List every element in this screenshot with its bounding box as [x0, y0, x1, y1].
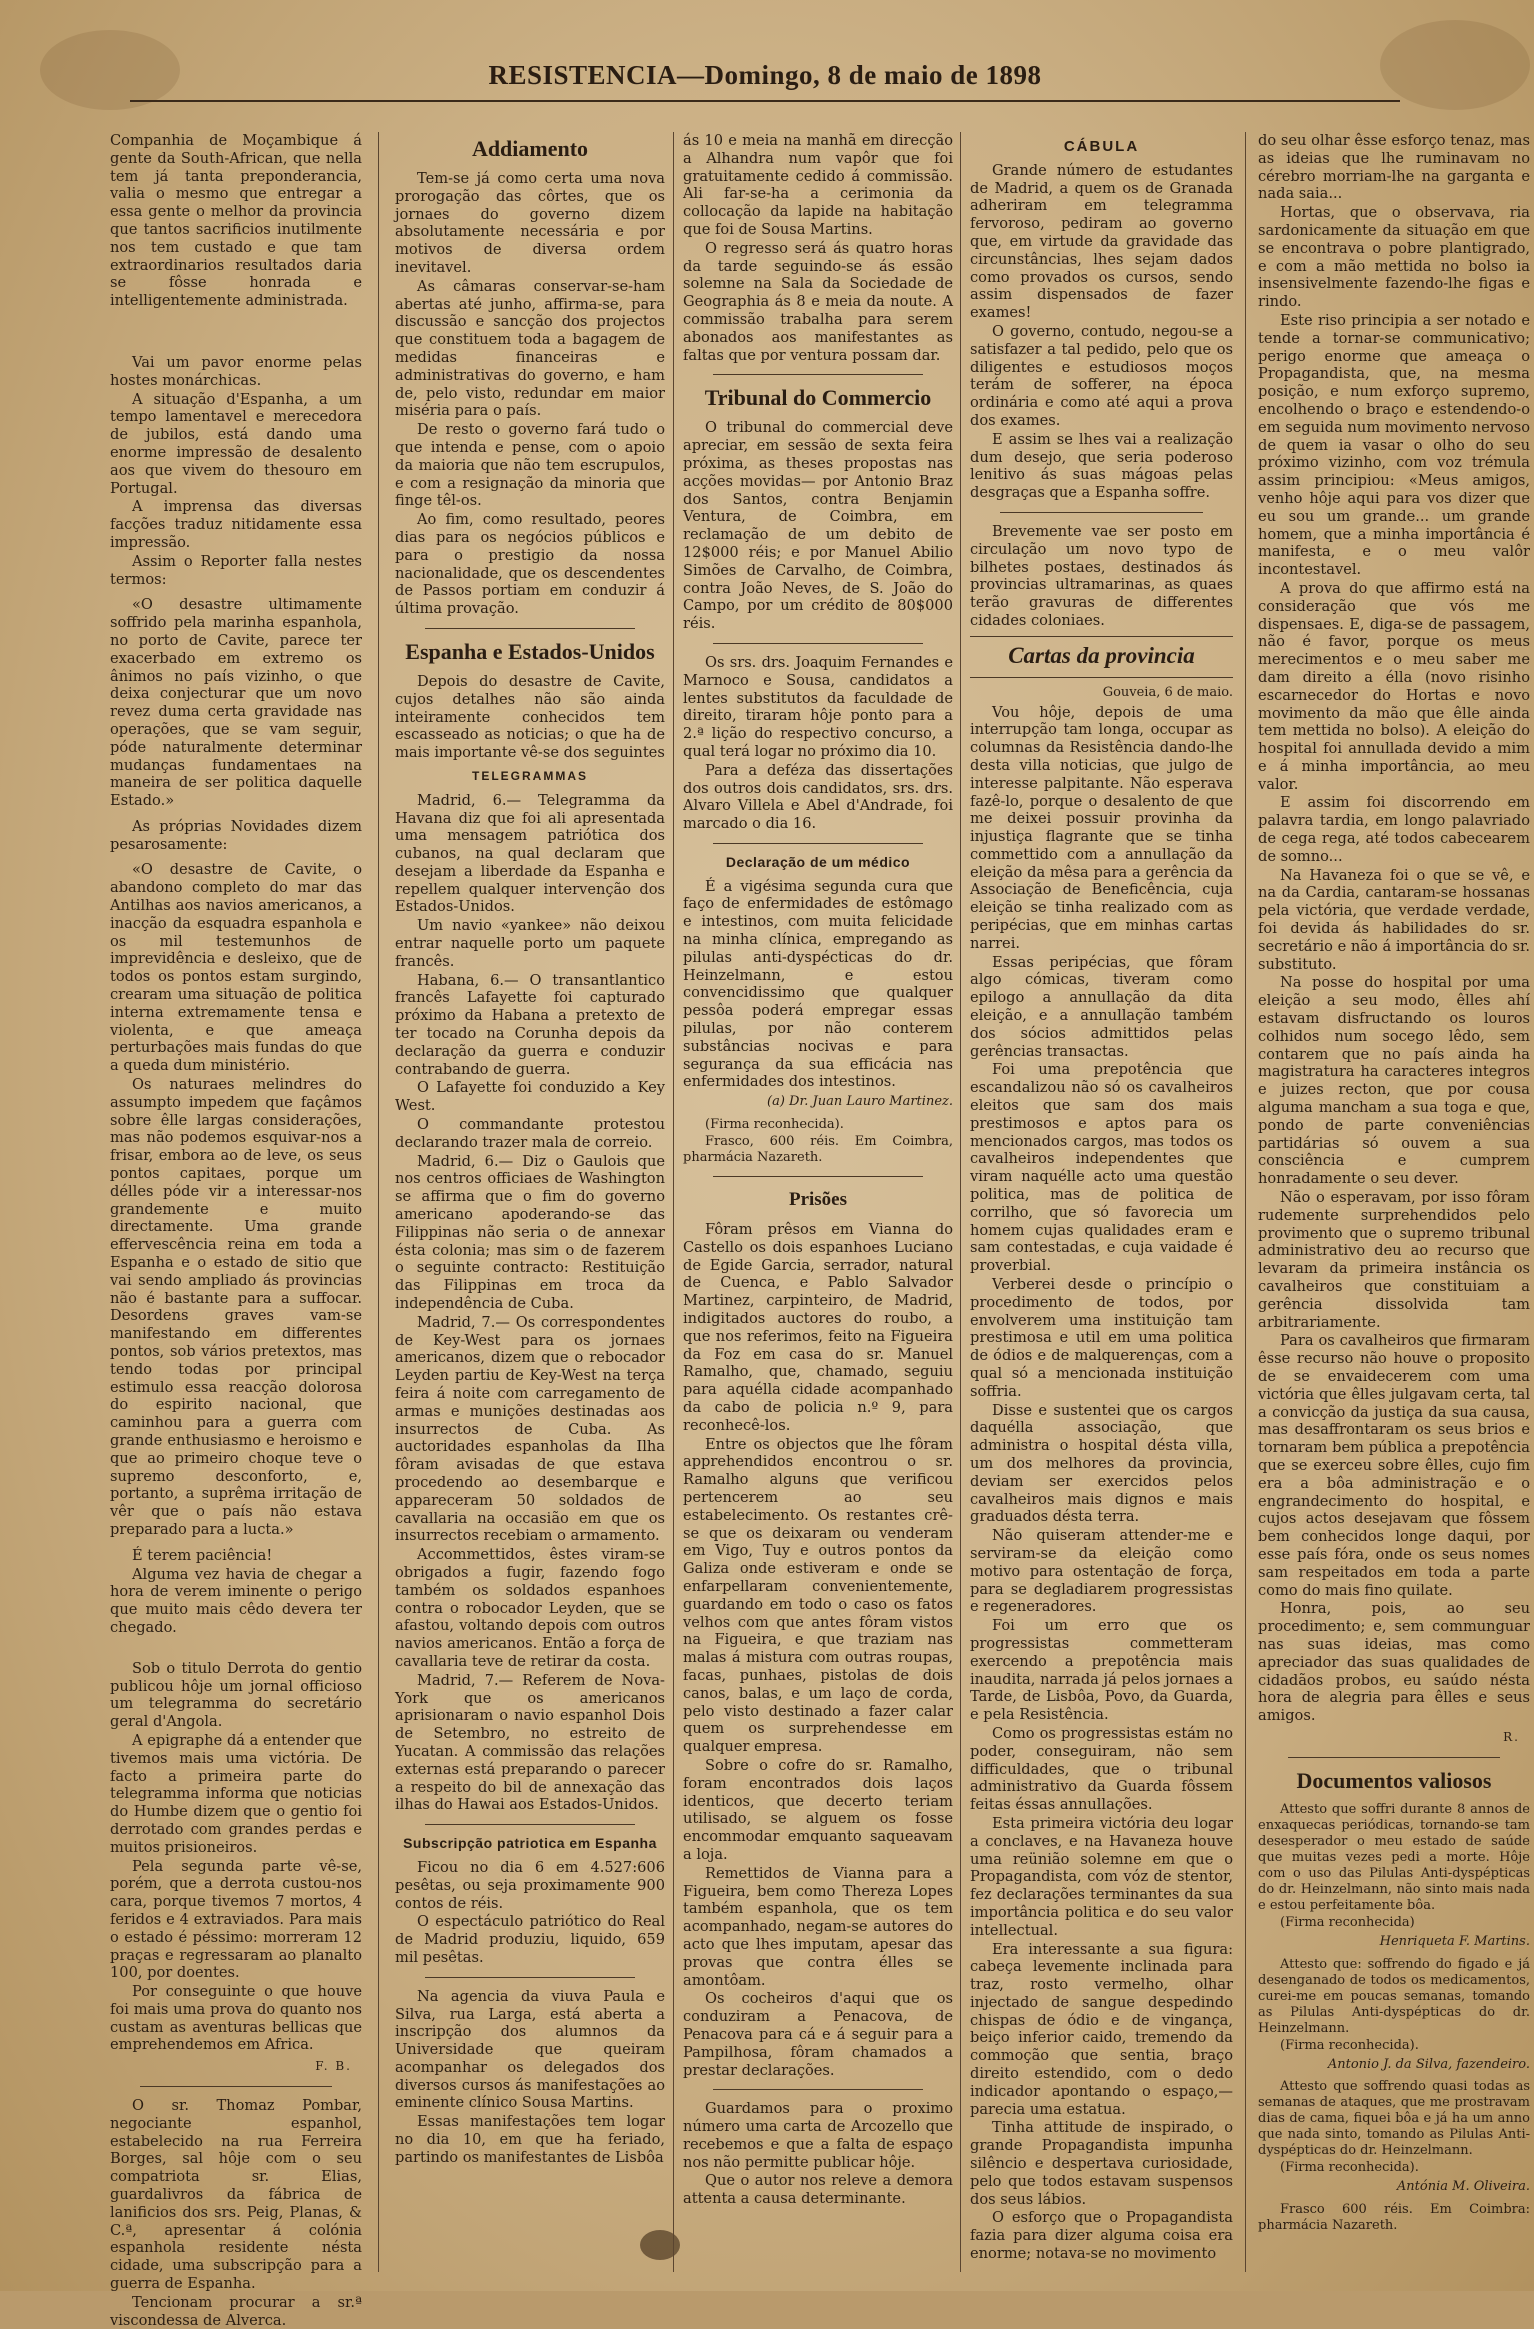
article-paragraph: Fôram prêsos em Vianna do Castello os dois espanhoes Luciano de Egide Garcia, serrador, natural de Cuenca, e Pablo Salvador Martinez, carpinteiro, de Madrid, indigitados auctores do roubo, a que nos referimos, feito na Figueira da Foz em casa do sr. Manuel Ramalho, que, chamado, seguiu para aquélla cidade acompanhado da cabo de policia n.º 9, para reconhecê-los. — [683, 1221, 953, 1434]
article-paragraph: A epigraphe dá a entender que tivemos mais uma victória. De facto a primeira parte do telegramma informa que noticias do Humbe dizem que o gentio foi derrotado com grandes perdas e muitos prisioneiros. — [110, 1731, 362, 1856]
section-divider — [1000, 512, 1203, 513]
price-note: Frasco 600 réis. Em Coimbra: pharmácia Nazareth. — [1258, 2202, 1530, 2234]
headline-subscripcao: Subscripção patriotica em Espanha — [403, 1835, 657, 1852]
article-paragraph: A prova do que affirmo está na consideração que vós me dispensaes. E, diga-se de passagem, não é favor, porque os meus merecimentos e o meu saber me dam direito a élla (novo risinho escarnecedor do Hortas e novo movimento da mão que êlle ainda tem mettida no bolso). A eleição do hospital foi annullada devido a mim e á minha importância, ao meu valor. — [1258, 579, 1530, 793]
article-paragraph: Para a deféza das dissertações dos outros dois candidatos, srs. drs. Alvaro Villela e Abel d'Andrade, foi marcado o dia 16. — [683, 761, 953, 833]
telegram-paragraph: O commandante protestou declarando trazer mala de correio. — [395, 1116, 665, 1151]
article-paragraph: Tem-se já como certa uma nova prorogação das côrtes, que os jornaes do governo dizem absolutamente necessária e por motivos de diversa ordem inevitavel. — [395, 170, 665, 276]
article-paragraph: Ficou no dia 6 em 4.527:606 pesêtas, ou seja proximamente 900 contos de réis. — [395, 1858, 665, 1912]
article-paragraph: Que o autor nos releve a demora attenta a causa determinante. — [683, 2172, 953, 2208]
article-paragraph: É a vigésima segunda cura que faço de enfermidades de estômago e intestinos, com muita felicidade na minha clínica, empregando as pilulas anti-dyspécticas do dr. Heinzelmann, e estou convencidissimo que qualquer pessôa poderá empregar essas pilulas, por não conterem substâncias nocivas e para segurança da sua efficácia nas enfermidades dos intestinos. — [683, 877, 953, 1091]
author-signature: R. — [1503, 1729, 1520, 1744]
article-paragraph: Ao fim, como resultado, peores dias para os negócios públicos e para o prestigio da nossa nacionalidade, que os descendentes de Passos portiam em conduzir á última provação. — [395, 511, 665, 618]
section-divider — [713, 2089, 923, 2090]
article-paragraph: Na posse do hospital por uma eleição a seu modo, êlles ahí estavam disfructando os louros colhidos num socego lêdo, sem contarem que no país ainda ha magistratura ha caracteres integros e juizes recton, que por cousa alguma mancham a sua toga e que, pondo de parte conveniências partidárias só ouvem a sua consciência e cumprem honradamente o seu dever. — [1258, 974, 1530, 1188]
article-paragraph: De resto o governo fará tudo o que intenda e pense, com o apoio da maioria que não tem escrupulos, e com a resignação da minoria que finge têl-os. — [395, 421, 665, 510]
section-gap — [110, 1638, 362, 1660]
firm-note: (Firma reconhecida). — [1280, 2037, 1419, 2053]
quoted-paragraph: «O desastre de Cavite, o abandono completo do mar das Antilhas aos navios americanos, a inacção da esquadra espanhola e os mil testemunhos de imprevidência e desleixo, que de todos os pontos estam surgindo, crearam uma situação de politica interna extremamente tensa e violenta, e que ameaça perturbações mais fundas do que a queda dum ministério. — [110, 861, 362, 1075]
section-divider — [970, 636, 1233, 637]
section-divider — [713, 374, 923, 375]
article-paragraph: Vai um pavor enorme pelas hostes monárchicas. — [110, 353, 362, 389]
article-paragraph: Os cocheiros d'aqui que os conduziram a Penacova, de Penacova para cá e á seguir para a Pampilhosa, fôram chamados a prestar declarações. — [683, 1990, 953, 2079]
column-4 — [970, 132, 1233, 2272]
section-divider — [110, 318, 362, 346]
headline-cartas: Cartas da provincia — [1008, 642, 1195, 668]
headline-tribunal: Tribunal do Commercio — [704, 385, 932, 411]
header-rule — [130, 100, 1400, 102]
masthead — [130, 60, 1400, 91]
article-paragraph: Verberei desde o princípio o procedimento de todos, por envolverem uma instituição tam prestimosa e util em uma politica de ódios e de malquerenças, com a qual só a mencionada instituição soffria. — [970, 1276, 1233, 1400]
article-paragraph: A situação d'Espanha, a um tempo lamentavel e merecedora de jubilos, está dando uma enorme impressão de desalento aos que vivem do thesouro em Portugal. — [110, 390, 362, 497]
article-paragraph: Sobre o cofre do sr. Ramalho, foram encontrados dois laços identicos, que decerto teriam utilisado, se alguem os fosse encommodar emquanto saqueavam a loja. — [683, 1756, 953, 1863]
article-paragraph: Tinha attitude de inspirado, o grande Propagandista impunha silêncio e despertava curiosidade, pelo que todos estavam suspensos dos seus lábios. — [970, 2119, 1233, 2208]
author-signature: F. B. — [315, 2059, 352, 2074]
testimonial-text: Attesto que soffrendo quasi todas as semanas de ataques, que me prostravam dias de cama, fiquei bôa e já ha um anno que nada sinto, tomando as Pilulas Anti-dyspépticas do dr. Heinzelmann. — [1258, 2079, 1530, 2159]
testimonial-signature: Henriqueta F. Martins. — [1379, 1933, 1530, 1949]
article-paragraph: Pela segunda parte vê-se, porém, que a derrota custou-nos cara, porque tivemos 7 mortos, 4 feridos e 4 extraviados. Para mais o estado é péssimo: morreram 12 praças e regressaram ao planalto 100, por doentes. — [110, 1857, 362, 1982]
article-paragraph: Assim o Reporter falla nestes termos: — [110, 552, 362, 588]
column-divider — [673, 132, 674, 2272]
article-paragraph: Por conseguinte o que houve foi mais uma prova do quanto nos custam as aventuras bellicas que emprehendemos em Africa. — [110, 1983, 362, 2054]
section-divider — [1288, 1757, 1500, 1758]
doctor-signature: (a) Dr. Juan Lauro Martinez. — [767, 1094, 953, 1110]
section-divider — [425, 1824, 635, 1825]
article-paragraph: Para os cavalheiros que firmaram êsse recurso não houve o proposito de se envaidecerem com uma victória que êlles julgavam certa, tal a convicção da justiça da sua causa, mas desaffrontaram os seus brios e tornaram bem pública a prepotência que se exerceu sobre êlles, cujo fim era a bôa administração e o engrandecimento do hospital, e cujos actos desejavam que fôssem bem conhecidos longe daqui, por esse país fóra, onde os seus nomes sam respeitados em toda a parte como do mais fino quilate. — [1258, 1332, 1530, 1599]
telegram-paragraph: Habana, 6.— O transantlantico francês Lafayette foi capturado próximo da Habana a pretexto de ter tocado na Corunha depois da declaração da guerra e conduzir contrabando de guerra. — [395, 971, 665, 1078]
article-paragraph: O tribunal do commercial deve apreciar, em sessão de sexta feira próxima, as theses propostas nas acções movidas— por Antonio Braz dos Santos, contra Benjamin Ventura, de Coimbra, em reclamação de um debito de 12$000 réis; e por Manuel Abilio Simões de Carvalho, de Coimbra, contra João Neves, de S. João do Campo, por um crédito de 80$000 réis. — [683, 419, 953, 633]
article-paragraph: E assim foi discorrendo em palavra tardia, em longo palavriado de cega rega, até todos cabecearem de somno... — [1258, 794, 1530, 865]
testimonial-text: Attesto que soffri durante 8 annos de enxaquecas periódicas, tornando-se tam desesperador o meu estado de saúde que muitas vezes pedi a morte. Hôje com o uso das Pilulas Anti-dyspépticas do dr. Heinzelmann, não sinto mais nada e estou perfeitamente bôa. — [1258, 1801, 1530, 1913]
headline-cabula: CÁBULA — [1063, 138, 1140, 155]
column-2 — [395, 132, 665, 2272]
article-paragraph: Foi uma prepotência que escandalizou não só os cavalheiros eleitos que sam dos mais prestimosos e aptos para os mencionados cargos, mas todos os cavalheiros independentes que viram naquélle acto uma questão politica, mas de politica de corrilho, que só favorecia um homem cujas qualidades eram e sam contestadas, e cuja vaidade é proverbial. — [970, 1061, 1233, 1275]
article-paragraph: Esta primeira victória deu logar a conclaves, e na Havaneza houve uma reünião solemne em que o Propagandista, com vóz de stentor, fez declarações terminantes da sua importância politica e do seu valor intellectual. — [970, 1814, 1233, 1939]
article-paragraph: Na Havaneza foi o que se vê, e na da Cardia, cantaram-se hossanas pela victória, que verdade verdade, foi devida ás habilidades do sr. secretário e não á importância do sr. substituto. — [1258, 866, 1530, 973]
telegram-paragraph: Madrid, 6.— Telegramma da Havana diz que foi ali apresentada uma mensagem patriótica dos cubanos, na qual declaram que desejam a liberdade da Espanha e repellem qualquer intervenção dos Estados-Unidos. — [395, 791, 665, 916]
firm-note: (Firma reconhecida). — [1280, 2160, 1419, 2176]
column-divider — [378, 132, 379, 2272]
article-paragraph: Honra, pois, ao seu procedimento; e, sem communguar nas suas ideias, mas como apreciador das suas qualidades de cidadãos probos, eu saúdo nésta hora de alegria para êlles e seus amigos. — [1258, 1600, 1530, 1725]
article-paragraph: O espectáculo patriótico do Real de Madrid produziu, liquido, 659 mil pesêtas. — [395, 1913, 665, 1966]
article-paragraph: Na agencia da viuva Paula e Silva, rua Larga, está aberta a inscripção dos alumnos da Universidade que queiram acompanhar os delegados dos diversos cursos ás manifestações ao eminente clínico Sousa Martins. — [395, 1987, 665, 2112]
quoted-paragraph: Os naturaes melindres do assumpto impedem que façâmos sobre êlle largas considerações, mas não podemos esquivar-nos a frisar, embora ao de leve, os seus pontos capitaes, porque um délles póde vir a interessar-nos grandemente e muito directamente. Uma grande effervescência reina em toda a Espanha e o estado de sitio que vai sendo ampliado ás provincias não é bastante para a suffocar. Desordens graves vam-se manifestando em differentes pontos, sob vários pretextos, mas tendo todas por principal estimulo essa reacção dolorosa do espirito nacional, que caminhou para a guerra com grande enthusiasmo e heroismo e que ao primeiro choque teve o supremo desconforto, e, portanto, a suprêma irritação de vêr que o país não estava preparado para a lucta.» — [110, 1076, 362, 1538]
article-paragraph: Vou hôje, depois de uma interrupção tam longa, occupar as columnas da Resistência dando-lhe desta villa noticias, que julgo de interesse palpitante. Não esperava fazê-lo, porque o desalento de que me deixei possuir provinha da injustiça flagrante que se tinha commettido com a annullação da eleição da mêsa para a gerência da Associação de Beneficência, cuja eleição se tinha realizado com as peripécias, que em minhas cartas narrei. — [970, 703, 1233, 952]
telegram-paragraph: O Lafayette foi conduzido a Key West. — [395, 1079, 665, 1115]
article-paragraph: Tencionam procurar a sr.ª viscondessa de Alverca. — [110, 2293, 362, 2329]
subheading-telegrammas: TELEGRAMMAS — [472, 768, 588, 783]
article-paragraph: E assim se lhes vai a realização dum desejo, que seria poderoso lenitivo ás suas mágoas pelas desgraças que a Espanha soffre. — [970, 430, 1233, 502]
section-divider — [140, 2086, 332, 2087]
article-paragraph: O regresso será ás quatro horas da tarde seguindo-se ás essão solemne na Sala da Sociedade de Geographia ás 8 e meia da noute. A commissão trabalha para serem abonados aos manifestantes as faltas que por ventura possam dar. — [683, 239, 953, 364]
price-note: Frasco, 600 réis. Em Coimbra, pharmácia Nazareth. — [683, 1134, 953, 1166]
article-paragraph: Remettidos de Vianna para a Figueira, bem como Thereza Lopes também espanhola, que os tem acompanhado, negam-se autores do acto que lhes imputam, apesar das provas que contra élles se amontôam. — [683, 1864, 953, 1989]
headline-declaracao: Declaração de um médico — [725, 853, 911, 870]
article-paragraph: As câmaras conservar-se-ham abertas até junho, affirma-se, para discussão e sancção dos projectos que constituem toda a bagagem de medidas financeiras e administrativas do governo, e ham de, pelo visto, redundar em maior miséria para o país. — [395, 277, 665, 420]
article-paragraph: Essas peripécias, que fôram algo cómicas, tiveram como epilogo a annullação da dita eleição, e a annullação também dos sócios admittidos pelas gerências transactas. — [970, 953, 1233, 1060]
telegram-paragraph: Accommettidos, êstes viram-se obrigados a fugir, fazendo fogo também os soldados espanhoes contra o robocador Leyden, que se afastou, voltando depois com outros navios americanos. Então a força de cavallaria teve de retirar da costa. — [395, 1546, 665, 1670]
section-divider — [713, 643, 923, 644]
column-3 — [683, 132, 953, 2272]
telegram-paragraph: Madrid, 6.— Diz o Gaulois que nos centros officiaes de Washington se affirma que o fim do governo americano apoderando-se das Filippinas não seria o de annexar ésta colonia; mas sim o de fazerem o seguinte contracto: Restituição das Filippinas em troca da independência de Cuba. — [395, 1152, 665, 1313]
telegram-paragraph: Madrid, 7.— Os correspondentes de Key-West para os jornaes americanos, dizem que o rebocador Leyden partiu de Key-West na terça feira á noite com carregamento de armas e munições destinadas aos insurrectos de Cuba. As auctoridades espanholas da Ilha fôram avisadas de que estava procedendo ao desembarque e appareceram 50 soldados de cavallaria na occasião em que os insurrectos recebiam o armamento. — [395, 1313, 665, 1545]
article-paragraph: Entre os objectos que lhe fôram apprehendidos encontrou o sr. Ramalho alguns que verificou pertencerem ao seu estabelecimento. Os restantes crê-se que os deixaram ou venderam em Vigo, Tuy e outros pontos da Galiza onde estiveram e onde se enfarpellaram convenientemente, guardando em todo o caso os fatos velhos com que antes fôram vistos na Figueira, e que traziam nas malas á mistura com outras roupas, facas, punhaes, pistolas de dois canos, balas, e um laço de corda, pelo visto destinado a fazer calar quem os surprehendesse em qualquer empresa. — [683, 1435, 953, 1756]
headline-addiamento: Addiamento — [471, 136, 589, 161]
telegram-paragraph: Um navio «yankee» não deixou entrar naquelle porto um paquete francês. — [395, 917, 665, 970]
section-divider — [425, 1977, 635, 1978]
testimonial-signature: Antónia M. Oliveira. — [1396, 2179, 1530, 2195]
firm-note: (Firma reconhecida) — [1280, 1914, 1415, 1930]
article-paragraph: Guardamos para o proximo número uma carta de Arcozello que recebemos e que a falta de espaço nos não permitte publicar hôje. — [683, 2100, 953, 2171]
article-paragraph: Essas manifestações tem logar no dia 10, em que ha feriado, partindo os manifestantes de Lisbôa — [395, 2113, 665, 2166]
column-divider — [1245, 132, 1246, 2272]
column-1 — [110, 132, 362, 2329]
article-paragraph: Disse e sustentei que os cargos daquélla associação, que administra o hospital désta villa, um dos melhores da provincia, deviam ser exercidos pelos cavalheiros mais dignos e mais graduados désta terra. — [970, 1401, 1233, 1526]
column-5 — [1258, 132, 1530, 2272]
article-paragraph: Companhia de Moçambique á gente da South-African, que nella tem já tanta preponderancia, valia o mesmo que entregar a essa gente o melhor da provincia que tantos sacrificios inutilmente nos tem custado e que tam extraordinarios resultados daria se fôsse honrada e intelligentemente administrada. — [110, 132, 362, 310]
article-paragraph: Depois do desastre de Cavite, cujos detalhes não são ainda inteiramente conhecidos tem escasseado as noticias; o que ha de mais importante vê-se dos seguintes — [395, 672, 665, 762]
article-paragraph: O governo, contudo, negou-se a satisfazer a tal pedido, pelo que os diligentes e estudiosos moços terám de sofferer, na época ordinária e como até aqui a prova dos exames. — [970, 322, 1233, 429]
article-paragraph: Este riso principia a ser notado e tende a tornar-se communicativo; perigo enorme que ameaça o Propagandista, que, na mesma posição, e num exforço supremo, encolhendo o braço e estendendo-o em seguida num movimento nervoso de quem ia vasar o olho do seu próximo vizinho, com voz trémula assim principiou: «Meus amigos, venho hôje aqui para vos dizer que eu sou um grande... um grande homem, que a minha importância é manifesta, e o meu valôr incontestavel. — [1258, 311, 1530, 579]
testimonial-signature: Antonio J. da Silva, fazendeiro. — [1327, 2056, 1530, 2072]
article-paragraph: O sr. Thomaz Pombar, negociante espanhol, estabelecido na rua Ferreira Borges, sal hôje com o seu compatriota sr. Elias, guardalivros da fábrica de lanificios dos srs. Peig, Planas, & C.ª, apresentar á colónia espanhola residente nésta cidade, uma subscripção para a guerra de Espanha. — [110, 2097, 362, 2293]
column-divider — [960, 132, 961, 2272]
section-divider — [713, 1176, 923, 1177]
article-paragraph: Foi um erro que os progressistas commetteram exercendo a prepotência mais inaudita, narrada já pelos jornaes a Tarde, de Lisbôa, Povo, da Guarda, e pela Resistência. — [970, 1617, 1233, 1724]
article-paragraph: Brevemente vae ser posto em circulação um novo typo de bilhetes postaes, destinados ás provincias ultramarinas, as quaes terão gravuras de differentes cidades coloniaes. — [970, 522, 1233, 629]
testimonial-text: Attesto que: soffrendo do figado e já desenganado de todos os medicamentos, curei-me em poucas semanas, tomando as Pilulas Anti-dyspépticas do dr. Heinzelmann. — [1258, 1956, 1530, 2036]
headline-prisoes: Prisões — [788, 1189, 848, 1211]
article-paragraph: ás 10 e meia na manhã em direcção a Alhandra num vapôr que foi gratuitamente cedido á commissão. Ali far-se-ha a cerimonia da collocação da lapide na habitação que foi de Sousa Martins. — [683, 132, 953, 238]
section-divider — [970, 677, 1233, 678]
article-paragraph: É terem paciência! — [132, 1546, 273, 1564]
headline-espanha-eua: Espanha e Estados-Unidos — [405, 638, 655, 664]
article-paragraph: As próprias Novidades dizem pesarosamente: — [110, 817, 362, 853]
paper-stain — [1380, 20, 1530, 110]
article-paragraph: Não o esperavam, por isso fôram rudemente surprehendidos pelo provimento que o supremo tribunal administrativo deu ao recurso que levaram da primeira instância os cavalheiros que constituiam a gerência dissolvida tam arbitrariamente. — [1258, 1189, 1530, 1331]
article-paragraph: Grande número de estudantes de Madrid, a quem os de Granada adheriram em telegramma fervoroso, pediram ao governo que, em virtude da gravidade das circunstâncias, lhes sejam dados como provados os cursos, sendo assim dispensados de fazer exames! — [970, 161, 1233, 322]
article-paragraph: A imprensa das diversas facções traduz nitidamente essa impressão. — [110, 498, 362, 551]
quoted-paragraph: «O desastre ultimamente soffrido pela marinha espanhola, no porto de Cavite, parece ter exacerbado em extremo os ânimos no país vizinho, o que deixa conjecturar que um novo revez duma certa gravidade nas operações, que se vam seguir, póde naturalmente determinar mudanças fundamentaes na maneira de ser politica daquelle Estado.» — [110, 596, 362, 810]
article-paragraph: do seu olhar êsse esforço tenaz, mas as ideias que lhe ruminavam no cérebro morriam-lhe na garganta e nada saia... — [1258, 132, 1530, 203]
article-paragraph: Como os progressistas estám no poder, conseguiram, não sem difficuldades, que o tribunal administrativo da Guarda fôssem feitas éssas annullações. — [970, 1724, 1233, 1814]
article-paragraph: Hortas, que o observava, ria sardonicamente da situação em que se encontrava o pobre plantigrado, e com a mão mettida no bolso ia insensivelmente fazendo-lhe figas e rindo. — [1258, 204, 1530, 311]
section-divider — [713, 843, 923, 844]
article-paragraph: Os srs. drs. Joaquim Fernandes e Marnoco e Sousa, candidatos a lentes substitutos da faculdade de direito, tiraram hôje ponto para a 2.ª lição do respectivo concurso, a qual terá logar no próximo dia 10. — [683, 653, 953, 760]
masthead-title: RESISTENCIA — [488, 60, 678, 90]
article-paragraph: Sob o titulo Derrota do gentio publicou hôje um jornal officioso um telegramma do secretário geral d'Angola. — [110, 1659, 362, 1731]
masthead-date: Domingo, 8 de maio de 1898 — [704, 60, 1042, 90]
article-paragraph: Alguma vez havia de chegar a hora de verem iminente o perigo que muito mais cêdo devera ter chegado. — [110, 1565, 362, 1636]
firm-note: (Firma reconhecida). — [705, 1117, 844, 1133]
masthead-dash: — — [677, 60, 705, 90]
section-divider — [425, 628, 635, 629]
article-paragraph: Era interessante a sua figura: cabeça levemente inclinada para traz, rosto vermelho, olhar injectado de sangue despedindo chispas de ódio e de vingança, beiço inferior caido, tremendo da commoção que sentia, braço direito estendido, com o dedo indicador apontando o espaço,— parecia uma estatua. — [970, 1940, 1233, 2118]
article-paragraph: Não quiseram attender-me e serviram-se da eleição como motivo para ostentação de força, para se degladiarem progressistas e regeneradores. — [970, 1527, 1233, 1616]
headline-documentos: Documentos valiosos — [1296, 1767, 1492, 1793]
dateline: Gouveia, 6 de maio. — [1102, 684, 1233, 700]
article-paragraph: O esforço que o Propagandista fazia para dizer alguma coisa era enorme; notava-se no movimento — [970, 2209, 1233, 2263]
telegram-paragraph: Madrid, 7.— Referem de Nova-York que os americanos aprisionaram o navio espanhol Dois de Setembro, no estreito de Yucatan. A commissão das relações externas está preparando o parecer a respeito do bil de annexação das ilhas do Hawai aos Estados-Unidos. — [395, 1671, 665, 1814]
